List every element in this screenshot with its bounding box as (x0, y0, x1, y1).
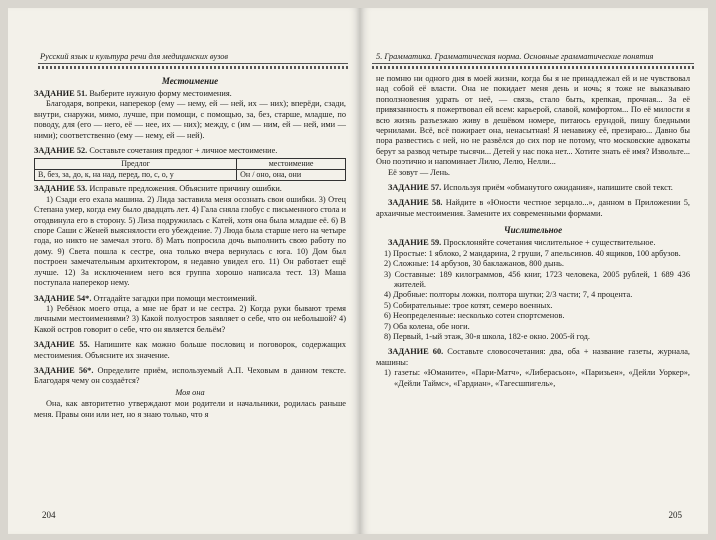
task-label: ЗАДАНИЕ 55. (34, 340, 90, 350)
page-number: 204 (42, 510, 56, 520)
task-instruction: Используя приём «обманутого ожидания», напишите свой текст. (443, 183, 673, 193)
list-item: 8) Первый, 1-ый этаж, 30-я школа, 182-е окно. 2005-й год. (384, 331, 591, 341)
task-51 (34, 89, 346, 99)
section-title: Местоимение (161, 76, 219, 86)
task-58 (376, 198, 690, 219)
table-header: Предлог (35, 159, 237, 170)
task-instruction: Исправьте предложения. Объясните причину ошибки. (89, 184, 282, 194)
task-instruction: Составьте словосочетания: два, оба + название газеты, журнала, машины: (376, 347, 691, 367)
numeral-list (376, 249, 690, 343)
task-text: 1) Ребёнок моего отца, а мне не брат и не сестра. 2) Когда руки бывают тремя личными местоимениями? 3) Какой полуостров заявляет о себе, что он небольшой? 4) Какой остров говорит о себе, что он является бельём? (34, 303, 346, 334)
list-item: 3) Составные: 189 килограммов, 456 книг, 1723 человека, 2005 рублей, 1 689 436 жителей. (384, 269, 690, 289)
task-53 (34, 184, 346, 194)
task-56 (34, 366, 346, 387)
task-label: ЗАДАНИЕ 54*. (34, 293, 92, 303)
task-60 (376, 347, 690, 368)
running-head: 5. Грамматика. Грамматическая норма. Основные грамматические понятия (376, 52, 654, 61)
task-instruction: Выберите нужную форму местоимения. (89, 89, 232, 98)
list-item: 6) Неопределенные: несколько сотен спортсменов. (384, 311, 565, 321)
task-text: 1) Сзади его ехала машина. 2) Лида заставила меня осознать свои ошибки. 3) Отец Степана умер, когда ему было двадцать лет. 4) Гала сняла глобус с письменного стола и отодвинула его в сторону. 5) Лиза подружилась с Катей, хотя она была младше её. 6) В споре Саши с Женей выяснялости его убеждение. 7) Люда была старше него на четыре года, но никто не замечал этого. 8) Мать попросила дочь выполнить свою работу по дому. 9) Света пошла к сестре, она только вчера вернулась с юга. 10) Дом был построен замечательным архитектором, я недавно увидел его. 11) Он работает ещё лучше. 12) За исключением него вся группа хорошо написала тест. 13) Маша поступала наперекор нему. (34, 194, 346, 288)
header-rule (38, 63, 348, 64)
task-instruction: Просклоняйте сочетания числительное + существительное. (443, 238, 656, 248)
newspaper-list (376, 368, 690, 389)
list-item: 7) Оба колена, обе ноги. (384, 321, 470, 331)
task-59 (376, 238, 690, 248)
task-label: ЗАДАНИЕ 60. (388, 347, 444, 357)
task-instruction: Составьте сочетания предлог + личное местоимение. (89, 146, 278, 156)
task-label: ЗАДАНИЕ 53. (34, 184, 88, 194)
list-item: 1) газеты: «Юманите», «Пари-Матч», «Либерасьон», «Паризьен», «Дейли Уоркер», «Дейли Таймс», «Гардиан», «Тагесшпигель», (384, 368, 690, 388)
task-label: ЗАДАНИЕ 57. (388, 183, 442, 193)
task-text: Благодаря, вопреки, наперекор (ему — нему, ей — ней, их — них); вперёди, сзади, внутри, снаружи, мимо, лучше, при помощи, с помощью, за, без, старше, младше, по поводу, для (его — него, её — нее, их — них); между, с (им — ним, ей — ней, ими — ними); соответственно (ему — нему, ей — ней). (34, 99, 346, 140)
task-instruction: Определите приём, используемый А.П. Чеховым в данном тексте. Благодаря чему он создаётся? (34, 365, 346, 386)
task-55 (34, 340, 346, 361)
list-item: 5) Собирательные: трое котят, семеро военных. (384, 300, 553, 310)
task-instruction: Найдите в «Юности честное зерцало...», данном в Приложении 5, архаичные местоимения. Замените их современными формами. (376, 198, 690, 218)
story-title: Моя она (175, 387, 205, 397)
story-ending: Её зовут — Лень. (388, 167, 450, 177)
task-instruction: Отгадайте загадки при помощи местоимений. (93, 293, 257, 303)
running-head: Русский язык и культура речи для медицинских вузов (40, 52, 229, 61)
task-instruction: Напишите как можно больше пословиц и поговорок, содержащих местоимения. Объясните их значение. (34, 340, 346, 360)
task-label: ЗАДАНИЕ 58. (388, 198, 443, 208)
list-item: 2) Сложные: 14 арбузов, 30 баклажанов, 800 дынь. (384, 259, 564, 269)
book-spread (8, 8, 708, 534)
story-text: Она, как авторитетно утверждают мои родители и начальники, родилась раньше меня. Правы они или нет, но я знаю только, что я (34, 399, 346, 419)
list-item: 1) Простые: 1 яблоко, 2 мандарина, 2 груши, 7 апельсинов. 40 ящиков, 100 арбузов. (384, 248, 681, 258)
task-label: ЗАДАНИЕ 56*. (34, 365, 94, 375)
task-label: ЗАДАНИЕ 52. (34, 146, 88, 156)
task-label: ЗАДАНИЕ 51. (34, 89, 88, 98)
table-header: местоимение (237, 159, 346, 170)
table-cell: Он / оно, она, они (237, 170, 346, 181)
table-cell: В, без, за, до, к, на над, перед, по, с, о, у (35, 170, 237, 181)
header-wave-rule (372, 66, 694, 69)
section-title: Числительное (503, 225, 563, 236)
task-54 (34, 294, 346, 304)
header-rule (372, 63, 694, 64)
story-continuation: не помню ни одного дня в моей жизни, когда бы я не принадлежал ей и не чувствовал над собой её власти. Она не покидает меня день и ночь; я тоже не выказываю поползновения удрать от неё, — связь, стало быть, крепкая, прочная... За её привязанность я пожертвовал ей всем: карьерой, славой, комфортом... По её милости я всю жизнь разъезжаю живу в дешёвом номере, питаюсь ерундой, пишу бледными чернилами. Всё, всё пожирает она, ненасытная! Я ненавижу её, презираю... Давно бы пора развестись с ней, но не развёлся до сих пор не потому, что московские адвокаты берут за развод четыре тысячи... Детей у нас пока нет... Хотите знать её имя? Извольте... Оно поэтично и напоминает Лилю, Лелю, Нелли... (376, 74, 690, 167)
left-page (8, 8, 360, 534)
preposition-table (34, 158, 346, 181)
right-page (360, 8, 708, 534)
header-wave-rule (38, 66, 348, 69)
task-label: ЗАДАНИЕ 59. (388, 238, 442, 248)
task-52 (34, 146, 346, 156)
right-page-body (376, 74, 690, 389)
left-page-body (34, 74, 346, 420)
list-item: 4) Дробные: полторы ложки, полтора шутки; 2/3 части; 7, 4 процента. (384, 290, 633, 300)
task-57 (376, 183, 690, 193)
page-number: 205 (668, 510, 682, 520)
